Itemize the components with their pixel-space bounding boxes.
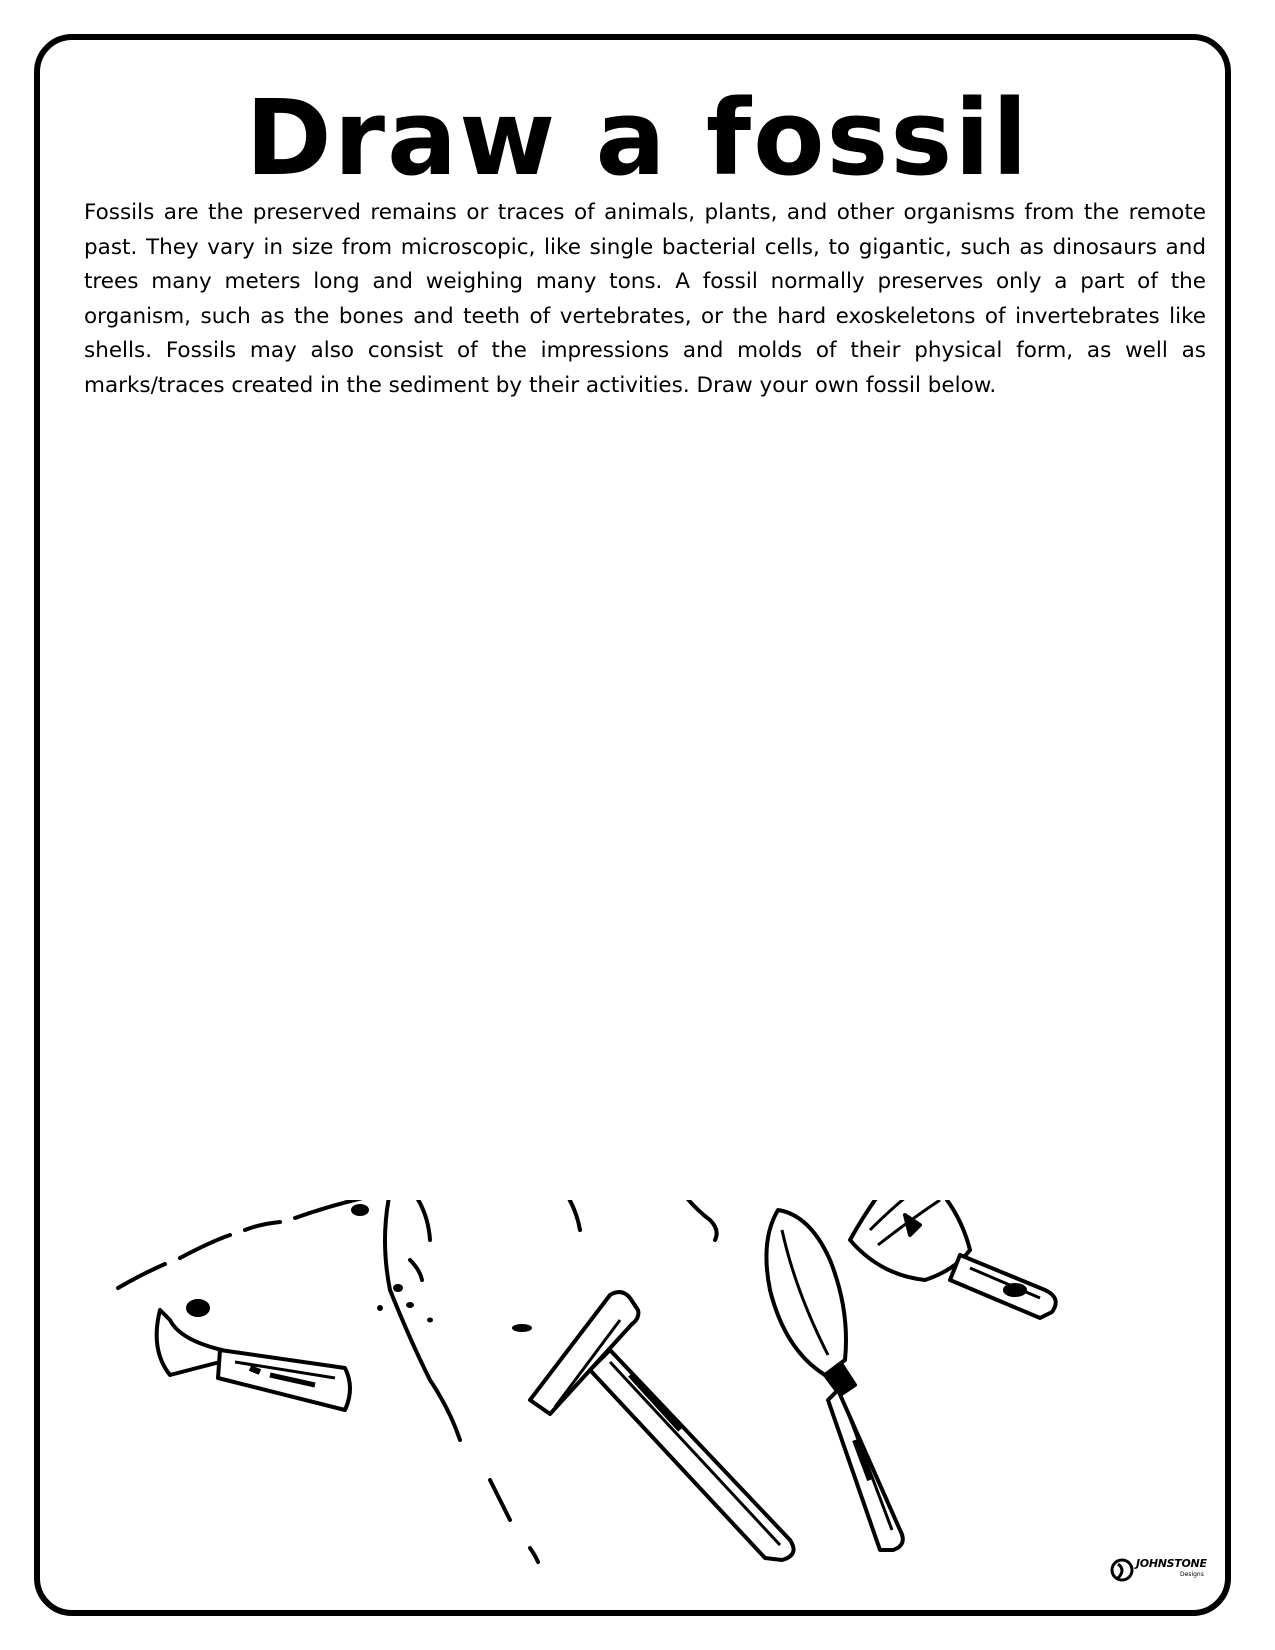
description-paragraph: Fossils are the preserved remains or traces of animals, plants, and other organisms from the remote past. They vary in size from microscopic, like single bacterial cells, to gigantic, such as dinosaurs and trees many meters long and weighing many tons. A fossil normally preserves only a part of the organism, such as the bones and teeth of vertebrates, or the hard exoskeletons of invertebrates like shells. Fossils may also consist of the impressions and molds of their physical form, as well as marks/traces created in the sediment by their activities. Draw your own fossil below.	[84, 200, 1206, 398]
drawing-area[interactable]	[84, 420, 1194, 1180]
page-title: Draw a fossil	[245, 77, 1030, 199]
brand-logo-name: JOHNSTONE	[1136, 1557, 1207, 1570]
chisel-knife-tool	[157, 1301, 350, 1410]
excavation-tools-illustration	[110, 1200, 1130, 1570]
brush-tool	[850, 1200, 1056, 1318]
brand-logo-subtitle: Designs	[1180, 1571, 1204, 1578]
pebbles	[351, 1204, 532, 1332]
rock-hammer-tool	[530, 1292, 794, 1560]
